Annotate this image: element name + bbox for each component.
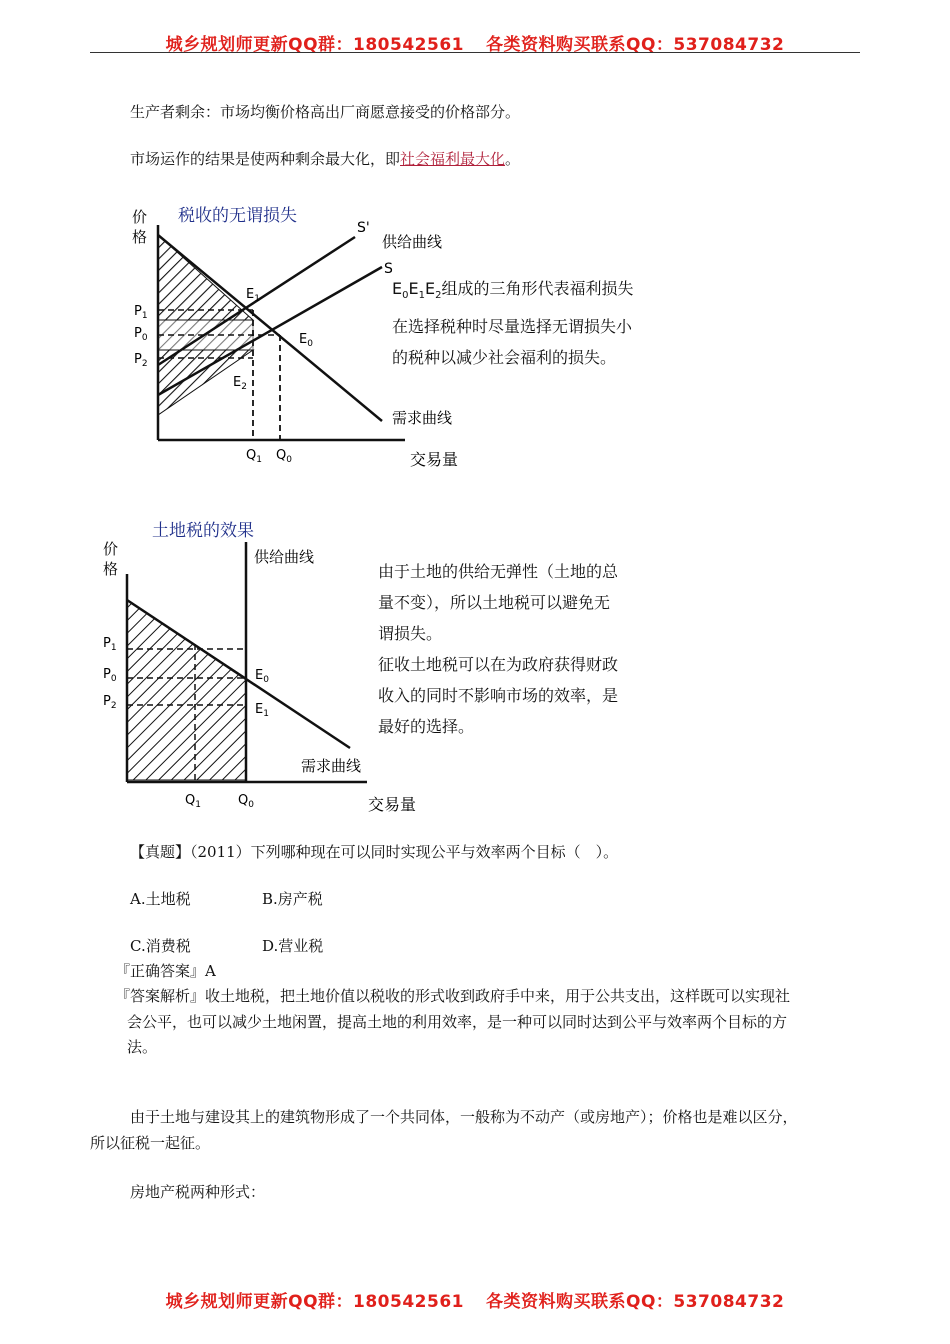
option-b: B.房产税: [262, 890, 323, 908]
analysis-line-2: 会公平，也可以减少土地闲置，提高土地的利用效率，是一种可以同时达到公平与效率两个目标的方: [127, 1013, 788, 1031]
e0-label: $E_0$: [299, 332, 313, 349]
tax-forms-heading: 房地产税两种形式：: [130, 1183, 266, 1201]
diagram2-q0-label: $Q_0$: [238, 793, 254, 810]
diagram2-note-line: 由于土地的供给无弹性（土地的总: [378, 562, 619, 581]
diagram2-p0-label: $P_0$: [103, 667, 117, 684]
footer-contact-text: 各类资料购买联系QQ：537084732: [486, 1292, 785, 1312]
header-contact-text: 各类资料购买联系QQ：537084732: [486, 35, 785, 55]
diagram1-note-line3: 的税种以减少社会福利的损失。: [392, 348, 617, 368]
diagram2-title: 土地税的效果: [152, 521, 254, 541]
diagram2-supply-label: 供给曲线: [254, 548, 315, 566]
diagram2-note-line: 谓损失。: [378, 624, 443, 643]
header-rule: [90, 52, 860, 53]
option-d: D.营业税: [262, 937, 324, 955]
market-result-suffix: 。: [505, 150, 521, 168]
market-result-text: [130, 147, 520, 171]
question-stem: 【真题】（2011）下列哪种现在可以同时实现公平与效率两个目标（ ）。: [130, 843, 619, 861]
market-result-prefix: 市场运作的结果是使两种剩余最大化，即: [130, 150, 401, 168]
s-label: S: [384, 261, 393, 277]
diagram2-demand-label: 需求曲线: [301, 757, 362, 775]
land-tax-surplus-area: [127, 600, 246, 780]
correct-answer: 『正确答案』A: [115, 962, 216, 980]
diagram1-note-line2: 在选择税种时尽量选择无谓损失小: [392, 317, 633, 337]
p0-label: $P_0$: [134, 326, 148, 343]
diagram2-note-line: 量不变），所以土地税可以避免无: [378, 593, 611, 612]
diagram2-note-line: 最好的选择。: [378, 717, 475, 736]
diagram2-e0-label: $E_0$: [255, 668, 269, 685]
real-estate-paragraph-line-2: 所以征税一起征。: [90, 1134, 211, 1152]
diagram1-title: 税收的无谓损失: [178, 206, 297, 226]
p1-label: $P_1$: [134, 304, 148, 321]
real-estate-paragraph-line-1: 由于土地与建设其上的建筑物形成了一个共同体，一般称为不动产（或房地产）；价格也是难以区分，: [130, 1108, 798, 1126]
diagram2-y-label-2: 格: [103, 560, 119, 578]
q0-label: $Q_0$: [276, 448, 292, 465]
diagram2-e1-label: $E_1$: [255, 702, 269, 719]
diagram2-note-line: 征收土地税可以在为政府获得财政: [378, 655, 619, 674]
option-a: A.土地税: [130, 890, 191, 908]
diagram1-supply-label: 供给曲线: [382, 233, 443, 251]
p2-label: $P_2$: [134, 352, 148, 369]
diagram1-note: [392, 273, 633, 373]
footer-group-text: 城乡规划师更新QQ群：180542561: [165, 1292, 464, 1312]
analysis-line-1: 『答案解析』收土地税，把土地价值以税收的形式收到政府手中来，用于公共支出，这样既可以实现社: [115, 987, 791, 1005]
diagram1-note-line1: $E_0E_1E_2$组成的三角形代表福利损失: [392, 279, 634, 302]
diagram2-note: [378, 556, 618, 742]
option-c: C.消费税: [130, 937, 191, 955]
e1-label: $E_1$: [246, 287, 260, 304]
diagram1-y-label-2: 格: [132, 228, 148, 246]
diagram2-p1-label: $P_1$: [103, 636, 117, 653]
diagram1-demand-label: 需求曲线: [392, 409, 453, 427]
diagram1-x-label: 交易量: [410, 450, 459, 469]
diagram2-q1-label: $Q_1$: [185, 793, 201, 810]
header-group-text: 城乡规划师更新QQ群：180542561: [165, 35, 464, 55]
diagram2-x-label: 交易量: [368, 795, 417, 814]
q1-label: $Q_1$: [246, 448, 262, 465]
e2-label: $E_2$: [233, 375, 247, 392]
page-footer-banner: [0, 1287, 950, 1312]
social-welfare-link[interactable]: 社会福利最大化: [400, 150, 506, 168]
diagram2-y-label-1: 价: [103, 540, 119, 558]
diagram2-note-line: 收入的同时不影响市场的效率，是: [378, 686, 619, 705]
analysis-line-3: 法。: [127, 1038, 158, 1056]
diagram2-p2-label: $P_2$: [103, 694, 117, 711]
diagram1-y-label-1: 价: [132, 208, 148, 226]
s-prime-label: S': [357, 220, 370, 236]
producer-surplus-text: 生产者剩余：市场均衡价格高出厂商愿意接受的价格部分。: [130, 103, 521, 121]
